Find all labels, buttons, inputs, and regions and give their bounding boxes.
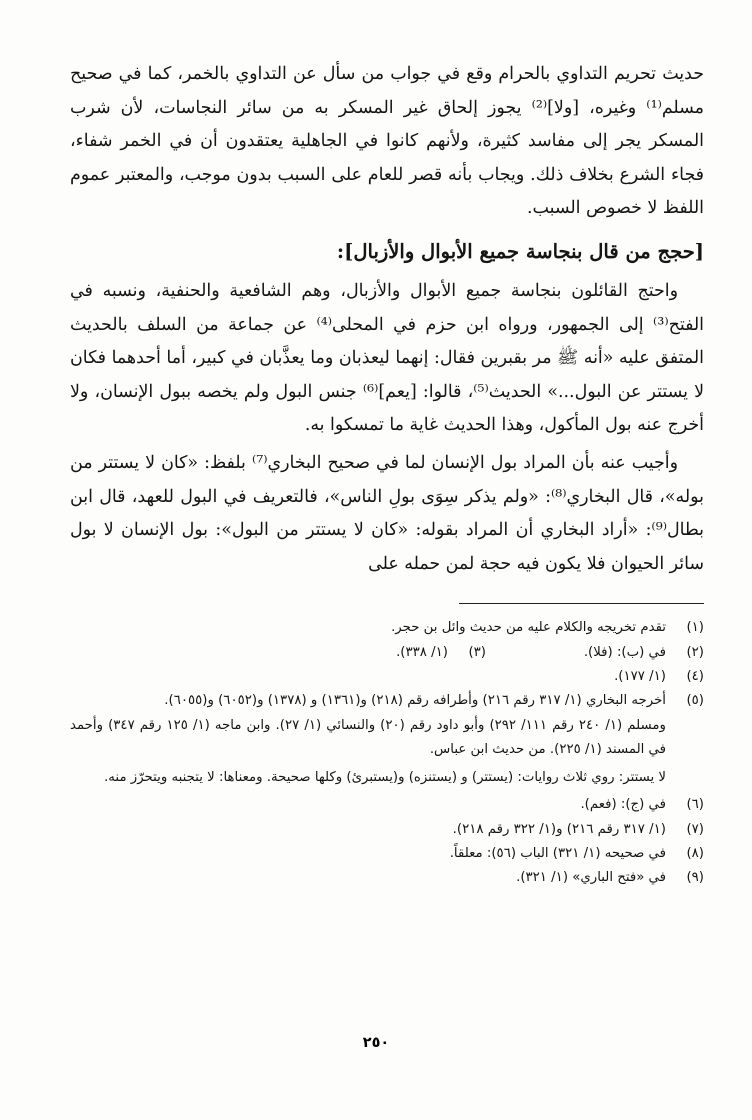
footnote-8: (٨) في صحيحه (١/ ٣٢١) الباب (٥٦): معلقاً. (449, 845, 704, 861)
section-heading: [حجج من قال بنجاسة جميع الأبوال والأزبال]: (336, 239, 704, 263)
footnote-5: (٥) أخرجه البخاري (١/ ٣١٧ رقم ٢١٦) وأطرافه رقم (٢١٨) و(١٣٦١) و (١٣٧٨) و(٦٠٥٢) و(٦٠٥٥). (164, 693, 704, 709)
page-content (70, 58, 704, 891)
paragraph-1: حديث تحريم التداوي بالحرام وقع في جواب من سأل عن التداوي بالخمر، كما في صحيح مسلم⁽¹⁾ وغيره، [ولا]⁽²⁾ يجوز إلحاق غير المسكر به من سائر النجاسات، لأن شرب المسكر يجر إلى مفاسد كثيرة، ولأنهم كانوا في الجاهلية يعتقدون أن في الخمر شفاء، فجاء الشرع بخلاف ذلك. ويجاب بأنه قصر للعام على السبب بدون موجب، والمعتبر عموم اللفظ لا خصوص السبب. (70, 64, 704, 219)
main-text (70, 58, 704, 581)
footnote-7: (٧) (١/ ٣١٧ رقم ٢١٦) و(١/ ٣٢٢ رقم ٢١٨). (452, 821, 704, 837)
footnote-2-3: (٢) في (ب): (فلا). (٣) (١/ ٣٣٨). (70, 641, 704, 665)
paragraph-3 (70, 447, 704, 581)
footnote-3-num: (٣) (468, 644, 486, 660)
paragraph-3-text: وأجيب عنه بأن المراد بول الإنسان لما في صحيح البخاري⁽⁷⁾ بلفظ: «كان لا يستتر من بوله»، قال البخاري⁽⁸⁾: «ولم يذكر سِوَى بولِ الناس»، فالتعريف في البول للعهد، قال ابن بطال⁽⁹⁾: «أراد البخاري أن المراد بقوله: «كان لا يستتر من البول»: بول الإنسان لا بول سائر الحيوان فلا يكون فيه حجة لمن حمله على (70, 452, 704, 574)
footnotes (70, 616, 704, 890)
footnote-5-note: لا يستتر: روي ثلاث روايات: (يستتر) و (يستنزه) و(يستبرئ) وكلها صحيحة. ومعناها: لا يتجنبه ويتحرّز منه. (104, 770, 666, 786)
paragraph-2-text: واحتج القائلون بنجاسة جميع الأبوال والأزبال، وهم الشافعية والحنفية، ونسبه في الفتح⁽³⁾ إلى الجمهور، ورواه ابن حزم في المحلى⁽⁴⁾ عن جماعة من السلف بالحديث المتفق عليه «أنه ﷺ مر بقبرين فقال: إنهما ليعذبان وما يعذَّبان في كبير، أما أحدهما فكان لا يستتر عن البول...» الحديث⁽⁵⁾، قالوا: [يعم]⁽⁶⁾ جنس البول ولم يخصه ببول الإنسان، ولا أخرج عنه بول المأكول، وهذا الحديث غاية ما تمسكوا به. (70, 280, 705, 436)
footnote-5-continuation: ومسلم (١/ ٢٤٠ رقم ١١١/ ٢٩٢) وأبو داود رقم (٢٠) والنسائي (١/ ٢٧). وابن ماجه (١/ ١٢٥ رقم ٣٤٧) وأحمد في المسند (١/ ٢٢٥). من حديث ابن عباس. (70, 717, 666, 757)
footnote-6: (٦) في (ج): (فعم). (580, 797, 704, 813)
footnote-separator (459, 603, 704, 604)
footnote-3: (١/ ٣٣٨). (396, 644, 448, 660)
page-number: ٢٥٠ (362, 1035, 390, 1051)
footnote-2: في (ب): (فلا). (583, 644, 666, 660)
footnote-4: (٤) (١/ ١٧٧). (614, 668, 704, 684)
footnote-9: (٩) في «فتح الباري» (١/ ٣٢١). (516, 870, 704, 886)
paragraph-2 (70, 275, 704, 443)
footnote-1: (١) تقدم تخريجه والكلام عليه من حديث وائل بن حجر. (391, 620, 704, 636)
